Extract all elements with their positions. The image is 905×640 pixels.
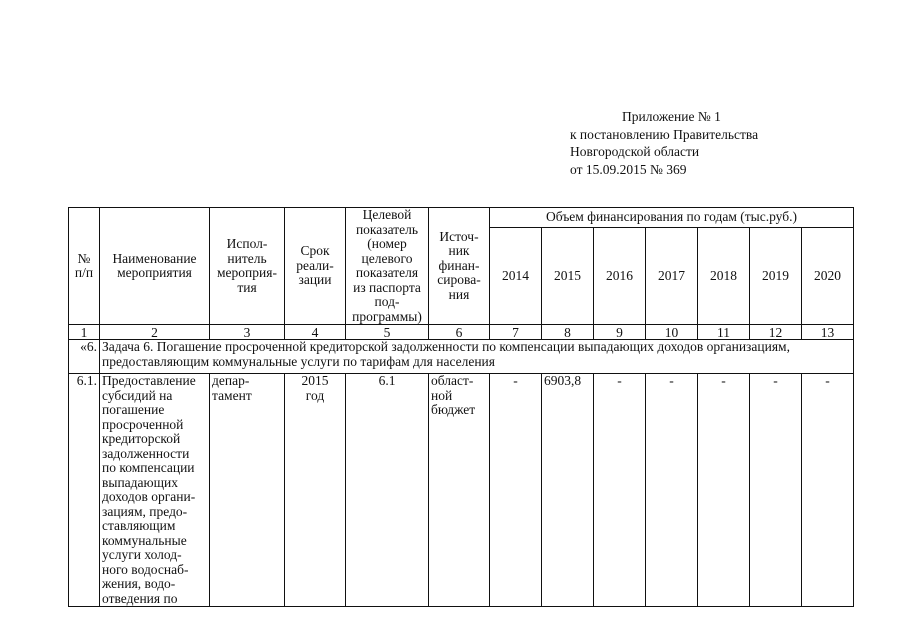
col-num: 1: [69, 325, 100, 340]
financing-table: [68, 207, 854, 607]
year-2017: 2017: [646, 228, 698, 325]
year-2014: 2014: [490, 228, 542, 325]
task-row: [69, 340, 854, 374]
col-num: 11: [698, 325, 750, 340]
row-source: област- ной бюджет: [429, 374, 490, 607]
year-2020: 2020: [802, 228, 854, 325]
col-num: 7: [490, 325, 542, 340]
value-2018: -: [698, 374, 750, 607]
appendix-header: [570, 108, 758, 178]
col-num: 2: [100, 325, 210, 340]
header-row: [69, 208, 854, 228]
col-num: 8: [542, 325, 594, 340]
row-name: Предоставление субсидий на погашение просроченной кредиторской задолженности по компенсации выпадающих доходов органи- зациям, предо- ставляющим коммунальные услуги холод- ного водоснаб- жения, водо- отведения по: [100, 374, 210, 607]
value-2014: -: [490, 374, 542, 607]
value-2015: 6903,8: [542, 374, 594, 607]
col-num: 13: [802, 325, 854, 340]
task-num: «6.: [69, 340, 100, 374]
appendix-resolution: к постановлению Правительства: [570, 126, 759, 142]
value-2017: -: [646, 374, 698, 607]
col-num: 5: [346, 325, 429, 340]
task-text: Задача 6. Погашение просроченной кредиторской задолженности по компенсации выпадающих доходов организациям, предоставляющим коммунальные услуги по тарифам для населения: [100, 340, 854, 374]
col-num: 9: [594, 325, 646, 340]
row-term: 2015 год: [285, 374, 346, 607]
column-numbers-row: [69, 325, 854, 340]
appendix-date: от 15.09.2015 № 369: [570, 161, 687, 177]
header-executor: Испол- нитель мероприя- тия: [210, 208, 285, 325]
col-num: 6: [429, 325, 490, 340]
header-target: Целевой показатель (номер целевого показателя из паспорта под- программы): [346, 208, 429, 325]
appendix-region: Новгородской области: [570, 144, 700, 159]
col-num: 12: [750, 325, 802, 340]
row-target: 6.1: [346, 374, 429, 607]
col-num: 10: [646, 325, 698, 340]
header-num: № п/п: [69, 208, 100, 325]
header-name: Наименование мероприятия: [100, 208, 210, 325]
value-2019: -: [750, 374, 802, 607]
header-funding: Объем финансирования по годам (тыс.руб.): [490, 208, 854, 228]
row-num: 6.1.: [69, 374, 100, 607]
header-term: Срок реали- зации: [285, 208, 346, 325]
value-2020: -: [802, 374, 854, 607]
year-2016: 2016: [594, 228, 646, 325]
year-2018: 2018: [698, 228, 750, 325]
header-source: Источ- ник финан- сирова- ния: [429, 208, 490, 325]
col-num: 3: [210, 325, 285, 340]
year-2019: 2019: [750, 228, 802, 325]
row-executor: депар- тамент: [210, 374, 285, 607]
value-2016: -: [594, 374, 646, 607]
appendix-title: Приложение № 1: [622, 109, 721, 124]
col-num: 4: [285, 325, 346, 340]
table-row: [69, 374, 854, 607]
year-2015: 2015: [542, 228, 594, 325]
